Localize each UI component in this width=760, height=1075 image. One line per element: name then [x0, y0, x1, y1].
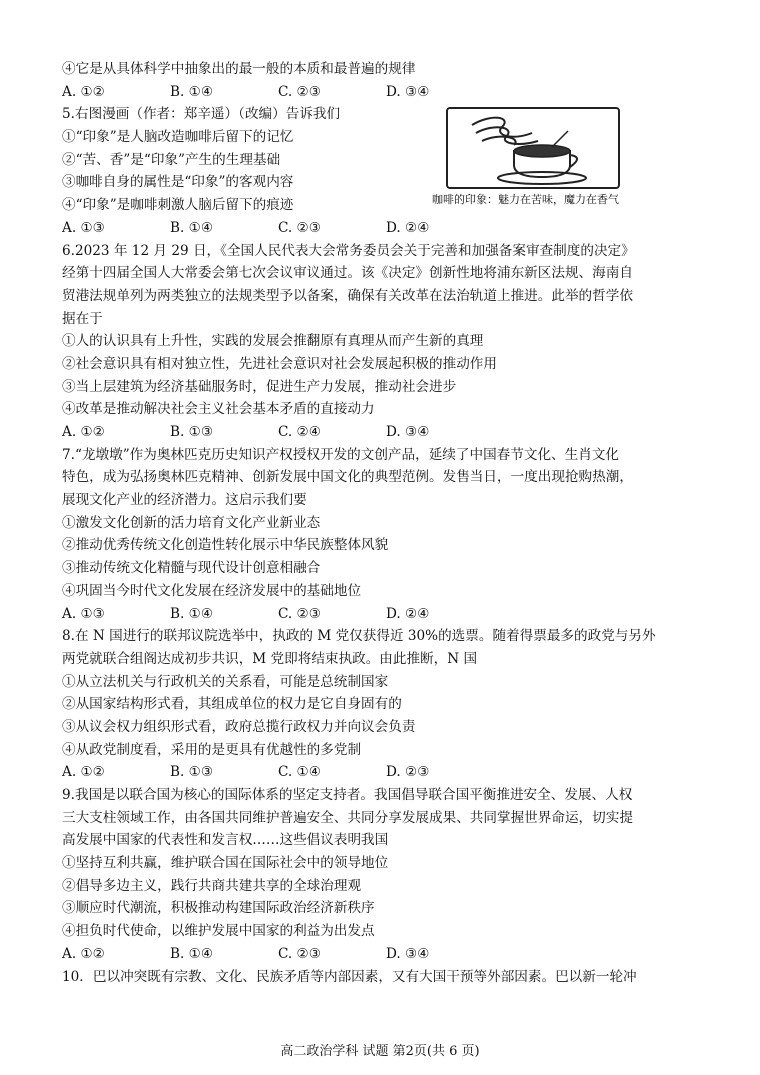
q7-choices	[62, 603, 710, 626]
q7-choice-c: C. ②③	[278, 605, 321, 622]
q9-stem-line-2: 三大支柱领域工作，由各国共同维护普遍安全、共同分享发展成果、共同掌握世界命运，切实提	[62, 809, 633, 826]
q6-item-4: ④改革是推动解决社会主义社会基本矛盾的直接动力	[62, 401, 375, 418]
q8-choices	[62, 761, 710, 784]
q6-choices	[62, 421, 710, 444]
q9-item-2: ②倡导多边主义，践行共商共建共享的全球治理观	[62, 877, 362, 894]
q6-choice-c: C. ②④	[278, 424, 321, 440]
q8-item-1: ①从立法机关与行政机关的关系看，可能是总统制国家	[62, 673, 389, 690]
q6-item-3: ③当上层建筑为经济基础服务时，促进生产力发展，推动社会进步	[62, 378, 457, 395]
q5-choice-d: D. ②④	[386, 219, 430, 236]
q7-item-3: ③推动传统文化精髓与现代设计创意相融合	[62, 560, 321, 577]
q7-stem-line-2: 特色，成为弘扬奥林匹克精神、创新发展中国文化的典型范例。发售当日，一度出现抢购热潮，	[62, 469, 633, 486]
q6-stem-line-1: 6.2023 年 12 月 29 日，《全国人民代表大会常务委员会关于完善和加强备案审查制度的决定》	[62, 242, 635, 259]
q4-choice-b: B. ①④	[170, 83, 214, 100]
q7-choice-a: A. ①③	[62, 605, 105, 622]
q6-item-1: ①人的认识具有上升性，实践的发展会推翻原有真理从而产生新的真理	[62, 333, 484, 350]
q9-choice-c: C. ②③	[278, 945, 321, 962]
q7-item-2: ②推动优秀传统文化创造性转化展示中华民族整体风貌	[62, 537, 389, 554]
coffee-cup-illustration	[442, 107, 622, 189]
q5-item-3: ③咖啡自身的属性是“印象”的客观内容	[62, 174, 294, 191]
q7-stem-line-1: 7.“龙墩墩”作为奥林匹克历史知识产权授权开发的文创产品，延续了中国春节文化、生肖文化	[62, 446, 620, 463]
q8-choice-d: D. ②③	[386, 764, 430, 781]
q8-choice-c: C. ①④	[278, 764, 321, 781]
q5-choice-a: A. ①③	[62, 219, 105, 236]
q8-stem-line-2: 两党就联合组阁达成初步共识，M 党即将结束执政。由此推断，N 国	[62, 650, 478, 667]
q7-item-1: ①激发文化创新的活力培育文化产业新业态	[62, 514, 321, 531]
q6-stem-line-4: 据在于	[62, 310, 103, 327]
q6-choice-d: D. ③④	[386, 424, 430, 440]
q9-stem-line-1: 9.我国是以联合国为核心的国际体系的坚定支持者。我国倡导联合国平衡推进安全、发展、人权	[62, 787, 633, 803]
q5-item-1: ①“印象”是人脑改造咖啡后留下的记忆	[62, 129, 294, 146]
q7-item-4: ④巩固当今时代文化发展在经济发展中的基础地位	[62, 582, 362, 599]
q8-choice-a: A. ①②	[62, 764, 105, 781]
page-footer: 高二政治学科 试题 第2页(共 6 页)	[280, 1044, 480, 1059]
q6-stem-line-2: 经第十四届全国人大常委会第七次会议审议通过。该《决定》创新性地将浦东新区法规、海南自	[62, 265, 633, 282]
q5-stem: 5.右图漫画（作者：郑辛遥）（改编）告诉我们	[62, 106, 341, 123]
q5-item-2: ②“苦、香”是“印象”产生的生理基础	[62, 151, 281, 168]
q7-stem-line-3: 展现文化产业的经济潜力。这启示我们要	[62, 492, 307, 509]
q8-item-3: ③从议会权力组织形式看，政府总揽行政权力并向议会负责	[62, 718, 416, 735]
q9-choice-b: B. ①④	[170, 945, 214, 962]
q9-item-3: ③顺应时代潮流，积极推动构建国际政治经济新秩序	[62, 900, 375, 917]
q6-choice-a: A. ①②	[62, 424, 105, 440]
q9-item-1: ①坚持互利共赢，维护联合国在国际社会中的领导地位	[62, 855, 389, 872]
q8-item-2: ②从国家结构形式看，其组成单位的权力是它自身固有的	[62, 696, 402, 713]
q8-choice-b: B. ①③	[170, 764, 214, 781]
q8-item-4: ④从政党制度看，采用的是更具有优越性的多党制	[62, 741, 362, 758]
q10-stem-line-1: 10．巴以冲突既有宗教、文化、民族矛盾等内部因素，又有大国干预等外部因素。巴以新一轮冲	[62, 968, 637, 985]
q5-choice-c: C. ②③	[278, 219, 321, 236]
q7-choice-b: B. ①④	[170, 605, 214, 622]
q5-block	[62, 103, 710, 216]
q7-choice-d: D. ②④	[386, 605, 430, 622]
q9-choice-a: A. ①②	[62, 945, 105, 962]
q4-choice-a: A. ①②	[62, 83, 105, 100]
q9-choices	[62, 943, 710, 966]
q4-item-4: ④它是从具体科学中抽象出的最一般的本质和最普遍的规律	[62, 61, 416, 77]
q6-stem-line-3: 贸港法规单列为两类独立的法规类型予以备案，确保有关改革在法治轨道上推进。此举的哲学依	[62, 287, 633, 304]
q9-stem-line-3: 高发展中国家的代表性和发言权……这些倡议表明我国	[62, 832, 389, 849]
coffee-cartoon	[432, 107, 692, 217]
q6-item-2: ②社会意识具有相对独立性，先进社会意识对社会发展起积极的推动作用	[62, 355, 497, 372]
q5-choice-b: B. ①④	[170, 219, 214, 236]
exam-page	[62, 58, 710, 988]
q9-choice-d: D. ③④	[386, 945, 430, 962]
q4-choice-c: C. ②③	[278, 83, 321, 100]
q5-item-4: ④“印象”是咖啡刺激人脑后留下的痕迹	[62, 197, 294, 214]
q6-choice-b: B. ①③	[170, 424, 214, 440]
q4-choice-d: D. ③④	[386, 83, 430, 100]
q8-stem-line-1: 8.在 N 国进行的联邦议院选举中，执政的 M 党仅获得近 30%的选票。随着得票最多的政党与另外	[62, 628, 656, 645]
q5-choices	[62, 217, 710, 240]
cartoon-caption: 咖啡的印象：魅力在苦味，魔力在香气	[432, 193, 619, 207]
q4-choices	[62, 81, 710, 104]
q9-item-4: ④担负时代使命，以维护发展中国家的利益为出发点	[62, 923, 375, 940]
